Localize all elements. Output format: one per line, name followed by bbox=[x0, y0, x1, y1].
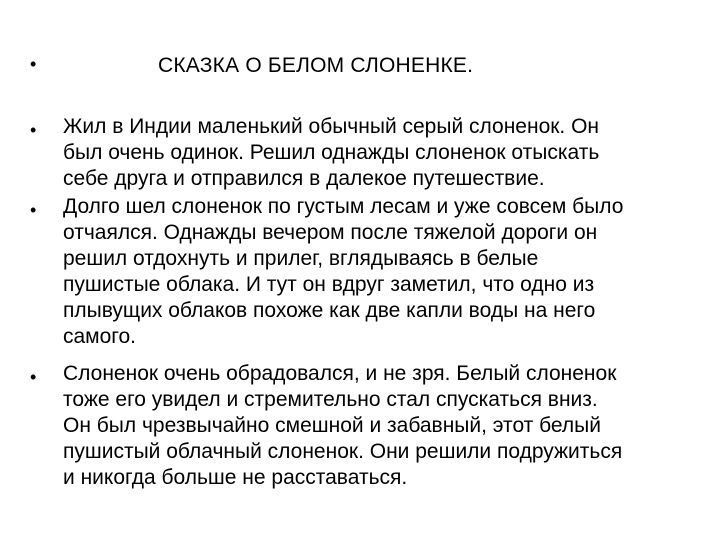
slide-title: СКАЗКА О БЕЛОМ СЛОНЕНКЕ. bbox=[158, 54, 474, 77]
paragraph-2-text: Долго шел слоненок по густым лесам и уже совсем было отчаялся. Однажды вечером после тяжелой дороги он решил отдохнуть и прилег, вглядываясь в белые пушистые облака. И тут он вдруг заметил, что одно из плывущих облаков похоже как две капли воды на него самого. bbox=[63, 195, 624, 348]
paragraph-1-bullet: • bbox=[30, 120, 37, 140]
title-row bbox=[30, 52, 710, 82]
title-bullet: • bbox=[30, 54, 37, 74]
paragraph-3-bullet: • bbox=[30, 367, 37, 387]
paragraph-2-bullet: • bbox=[30, 200, 37, 220]
paragraph-3-text: Слоненок очень обрадовался, и не зря. Белый слоненок тоже его увидел и стремительно стал спускаться вниз. Он был чрезвычайно смешной и забавный, этот белый пушистый облачный слоненок. Они решили подружиться и никогда больше не расставаться. bbox=[63, 362, 623, 489]
paragraph-1-text: Жил в Индии маленький обычный серый слоненок. Он был очень одинок. Решил однажды слоненок отыскать себе друга и отправился в далекое путешествие. bbox=[63, 115, 600, 190]
